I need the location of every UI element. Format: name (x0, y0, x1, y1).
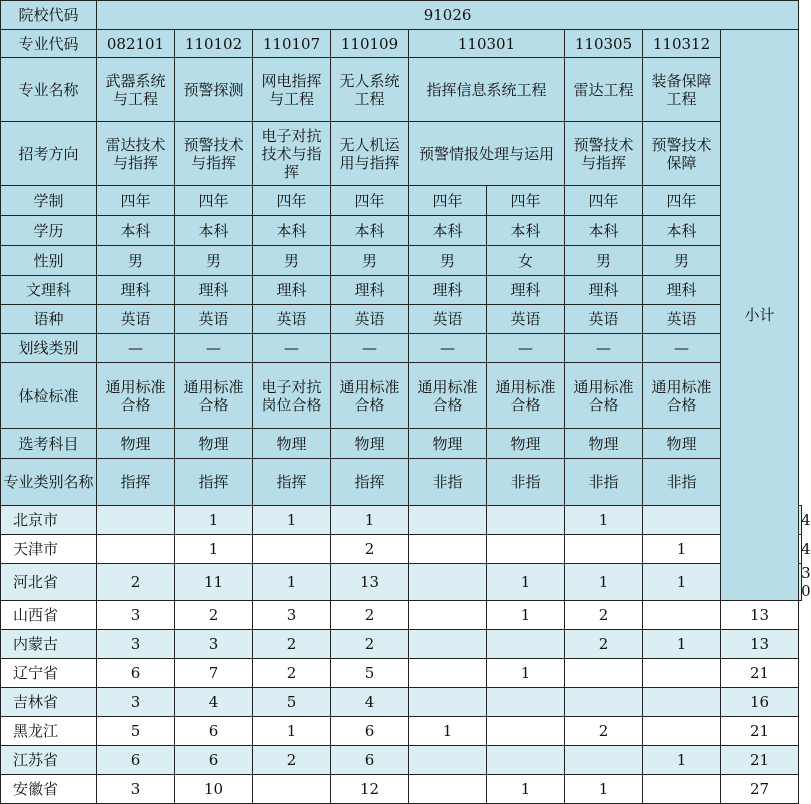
quota-cell (409, 535, 487, 564)
degree-cell: 本科 (175, 216, 253, 246)
major-name-cell: 装备保障工程 (643, 58, 721, 122)
elective-row (1, 429, 802, 459)
direction-cell: 无人机运用与指挥 (331, 122, 409, 186)
line-cell: — (409, 334, 487, 363)
major-code-cell: 110107 (253, 30, 331, 58)
quota-cell (253, 535, 331, 564)
quota-cell: 3 (253, 601, 331, 630)
province-total: 30 (799, 564, 802, 601)
major-code-label: 专业代码 (1, 30, 97, 58)
category-cell: 非指 (409, 459, 487, 506)
province-row (1, 564, 802, 601)
line-row (1, 334, 802, 363)
degree-cell: 本科 (487, 216, 565, 246)
quota-cell (565, 746, 643, 775)
quota-cell: 6 (175, 746, 253, 775)
quota-cell: 4 (175, 688, 253, 717)
physical-row (1, 363, 802, 429)
quota-cell (409, 746, 487, 775)
physical-cell: 通用标准合格 (643, 363, 721, 429)
quota-cell: 5 (331, 659, 409, 688)
major-name-label: 专业名称 (1, 58, 97, 122)
elective-cell: 物理 (409, 429, 487, 459)
quota-cell: 3 (97, 688, 175, 717)
province-name: 辽宁省 (1, 659, 97, 688)
degree-label: 学历 (1, 216, 97, 246)
quota-cell: 1 (253, 506, 331, 535)
physical-cell: 通用标准合格 (175, 363, 253, 429)
quota-cell (643, 506, 721, 535)
province-row (1, 775, 802, 804)
gender-cell: 男 (253, 246, 331, 276)
language-cell: 英语 (175, 305, 253, 334)
physical-cell: 电子对抗岗位合格 (253, 363, 331, 429)
province-row (1, 717, 802, 746)
major-code-cell: 110102 (175, 30, 253, 58)
gender-cell: 男 (565, 246, 643, 276)
quota-cell: 1 (565, 775, 643, 804)
quota-cell: 6 (331, 717, 409, 746)
physical-cell: 通用标准合格 (487, 363, 565, 429)
major-code-cell: 110312 (643, 30, 721, 58)
direction-cell: 预警技术保障 (643, 122, 721, 186)
quota-cell (409, 601, 487, 630)
gender-row (1, 246, 802, 276)
direction-cell: 雷达技术与指挥 (97, 122, 175, 186)
quota-cell: 1 (331, 506, 409, 535)
major-name-cell: 预警探测 (175, 58, 253, 122)
quota-cell (409, 630, 487, 659)
quota-cell: 1 (487, 601, 565, 630)
quota-cell (409, 688, 487, 717)
province-name: 天津市 (1, 535, 97, 564)
line-cell: — (253, 334, 331, 363)
degree-cell: 本科 (97, 216, 175, 246)
province-name: 北京市 (1, 506, 97, 535)
province-total: 4 (799, 535, 802, 564)
quota-cell (643, 775, 721, 804)
subject-cell: 理科 (253, 276, 331, 305)
line-cell: — (487, 334, 565, 363)
quota-cell: 2 (253, 659, 331, 688)
direction-cell: 电子对抗技术与指挥 (253, 122, 331, 186)
degree-cell: 本科 (643, 216, 721, 246)
major-code-cell: 110305 (565, 30, 643, 58)
quota-cell (487, 630, 565, 659)
quota-cell: 2 (331, 601, 409, 630)
province-total: 27 (721, 775, 799, 804)
quota-cell: 1 (253, 564, 331, 601)
quota-cell (409, 564, 487, 601)
language-cell: 英语 (253, 305, 331, 334)
length-cell: 四年 (487, 186, 565, 216)
language-cell: 英语 (409, 305, 487, 334)
province-total: 21 (721, 659, 799, 688)
physical-label: 体检标准 (1, 363, 97, 429)
degree-cell: 本科 (409, 216, 487, 246)
province-row (1, 688, 802, 717)
subject-row (1, 276, 802, 305)
line-cell: — (565, 334, 643, 363)
category-label: 专业类别名称 (1, 459, 97, 506)
quota-cell (643, 717, 721, 746)
direction-cell: 预警技术与指挥 (175, 122, 253, 186)
major-code-cell: 110109 (331, 30, 409, 58)
physical-cell: 通用标准合格 (97, 363, 175, 429)
major-name-row (1, 58, 802, 122)
elective-label: 选考科目 (1, 429, 97, 459)
line-cell: — (643, 334, 721, 363)
quota-cell (643, 688, 721, 717)
province-name: 安徽省 (1, 775, 97, 804)
quota-cell (97, 535, 175, 564)
quota-cell: 3 (97, 601, 175, 630)
quota-cell: 6 (175, 717, 253, 746)
quota-cell: 12 (331, 775, 409, 804)
language-cell: 英语 (565, 305, 643, 334)
quota-cell: 1 (175, 535, 253, 564)
direction-cell: 预警技术与指挥 (565, 122, 643, 186)
quota-cell: 2 (331, 630, 409, 659)
quota-cell: 6 (97, 659, 175, 688)
quota-cell: 11 (175, 564, 253, 601)
length-cell: 四年 (97, 186, 175, 216)
gender-cell: 男 (175, 246, 253, 276)
province-total: 16 (721, 688, 799, 717)
province-total: 21 (721, 717, 799, 746)
direction-label: 招考方向 (1, 122, 97, 186)
elective-cell: 物理 (175, 429, 253, 459)
quota-cell (643, 659, 721, 688)
quota-cell (487, 506, 565, 535)
degree-cell: 本科 (565, 216, 643, 246)
quota-cell: 5 (253, 688, 331, 717)
quota-cell (565, 535, 643, 564)
quota-cell: 1 (409, 717, 487, 746)
quota-cell (487, 535, 565, 564)
language-row (1, 305, 802, 334)
province-row (1, 746, 802, 775)
major-name-cell: 无人系统工程 (331, 58, 409, 122)
subject-cell: 理科 (565, 276, 643, 305)
length-cell: 四年 (253, 186, 331, 216)
quota-cell (487, 688, 565, 717)
quota-cell: 1 (643, 746, 721, 775)
physical-cell: 通用标准合格 (565, 363, 643, 429)
quota-cell: 6 (97, 746, 175, 775)
province-name: 河北省 (1, 564, 97, 601)
quota-cell: 7 (175, 659, 253, 688)
subtotal-header: 小计 (721, 30, 799, 601)
elective-cell: 物理 (331, 429, 409, 459)
gender-cell: 男 (331, 246, 409, 276)
subject-cell: 理科 (643, 276, 721, 305)
gender-cell: 女 (487, 246, 565, 276)
province-name: 吉林省 (1, 688, 97, 717)
subject-cell: 理科 (331, 276, 409, 305)
quota-cell: 13 (331, 564, 409, 601)
quota-cell: 1 (253, 717, 331, 746)
language-cell: 英语 (487, 305, 565, 334)
quota-cell: 2 (253, 746, 331, 775)
quota-cell: 2 (565, 630, 643, 659)
quota-cell: 5 (97, 717, 175, 746)
quota-cell: 3 (97, 630, 175, 659)
quota-cell (409, 775, 487, 804)
quota-cell: 2 (175, 601, 253, 630)
gender-label: 性别 (1, 246, 97, 276)
school-code-row (1, 1, 802, 30)
degree-cell: 本科 (253, 216, 331, 246)
language-cell: 英语 (331, 305, 409, 334)
category-row (1, 459, 802, 506)
direction-row (1, 122, 802, 186)
subject-cell: 理科 (487, 276, 565, 305)
quota-cell: 1 (487, 659, 565, 688)
line-cell: — (175, 334, 253, 363)
province-row (1, 601, 802, 630)
category-cell: 指挥 (175, 459, 253, 506)
length-row (1, 186, 802, 216)
quota-cell (487, 717, 565, 746)
province-row (1, 659, 802, 688)
category-cell: 指挥 (97, 459, 175, 506)
length-cell: 四年 (565, 186, 643, 216)
major-code-cell: 082101 (97, 30, 175, 58)
quota-cell: 2 (97, 564, 175, 601)
quota-cell (565, 659, 643, 688)
elective-cell: 物理 (97, 429, 175, 459)
quota-cell (253, 775, 331, 804)
quota-cell (487, 746, 565, 775)
line-cell: — (97, 334, 175, 363)
elective-cell: 物理 (487, 429, 565, 459)
quota-cell: 1 (175, 506, 253, 535)
school-code-value: 91026 (97, 1, 799, 30)
quota-cell: 6 (331, 746, 409, 775)
major-name-cell: 指挥信息系统工程 (409, 58, 565, 122)
province-total: 21 (721, 746, 799, 775)
length-cell: 四年 (643, 186, 721, 216)
quota-cell: 4 (331, 688, 409, 717)
quota-cell: 1 (565, 564, 643, 601)
subject-cell: 理科 (409, 276, 487, 305)
major-name-cell: 雷达工程 (565, 58, 643, 122)
quota-cell: 2 (253, 630, 331, 659)
category-cell: 非指 (487, 459, 565, 506)
quota-cell: 2 (565, 601, 643, 630)
degree-cell: 本科 (331, 216, 409, 246)
elective-cell: 物理 (253, 429, 331, 459)
subject-cell: 理科 (97, 276, 175, 305)
quota-cell (409, 659, 487, 688)
physical-cell: 通用标准合格 (409, 363, 487, 429)
quota-cell (97, 506, 175, 535)
province-total: 4 (799, 506, 802, 535)
quota-cell (643, 601, 721, 630)
language-cell: 英语 (97, 305, 175, 334)
quota-cell (565, 688, 643, 717)
quota-cell (409, 506, 487, 535)
major-code-row (1, 30, 802, 58)
province-name: 内蒙古 (1, 630, 97, 659)
quota-cell: 3 (97, 775, 175, 804)
major-name-cell: 武器系统与工程 (97, 58, 175, 122)
quota-cell: 1 (565, 506, 643, 535)
category-cell: 非指 (565, 459, 643, 506)
gender-cell: 男 (97, 246, 175, 276)
subject-label: 文理科 (1, 276, 97, 305)
elective-cell: 物理 (565, 429, 643, 459)
gender-cell: 男 (409, 246, 487, 276)
length-label: 学制 (1, 186, 97, 216)
province-row (1, 506, 802, 535)
subject-cell: 理科 (175, 276, 253, 305)
quota-cell: 2 (565, 717, 643, 746)
line-label: 划线类别 (1, 334, 97, 363)
quota-cell: 1 (643, 564, 721, 601)
major-name-cell: 网电指挥与工程 (253, 58, 331, 122)
language-cell: 英语 (643, 305, 721, 334)
line-cell: — (331, 334, 409, 363)
province-name: 江苏省 (1, 746, 97, 775)
direction-cell: 预警情报处理与运用 (409, 122, 565, 186)
province-total: 13 (721, 601, 799, 630)
category-cell: 指挥 (253, 459, 331, 506)
quota-cell: 1 (487, 564, 565, 601)
province-row (1, 535, 802, 564)
quota-cell: 1 (643, 630, 721, 659)
degree-row (1, 216, 802, 246)
quota-cell: 10 (175, 775, 253, 804)
quota-cell: 1 (487, 775, 565, 804)
province-name: 黑龙江 (1, 717, 97, 746)
major-code-cell: 110301 (409, 30, 565, 58)
province-row (1, 630, 802, 659)
category-cell: 指挥 (331, 459, 409, 506)
school-code-label: 院校代码 (1, 1, 97, 30)
length-cell: 四年 (409, 186, 487, 216)
physical-cell: 通用标准合格 (331, 363, 409, 429)
length-cell: 四年 (331, 186, 409, 216)
elective-cell: 物理 (643, 429, 721, 459)
quota-cell: 3 (175, 630, 253, 659)
language-label: 语种 (1, 305, 97, 334)
quota-cell: 1 (643, 535, 721, 564)
category-cell: 非指 (643, 459, 721, 506)
gender-cell: 男 (643, 246, 721, 276)
province-name: 山西省 (1, 601, 97, 630)
length-cell: 四年 (175, 186, 253, 216)
quota-cell: 2 (331, 535, 409, 564)
province-total: 13 (721, 630, 799, 659)
